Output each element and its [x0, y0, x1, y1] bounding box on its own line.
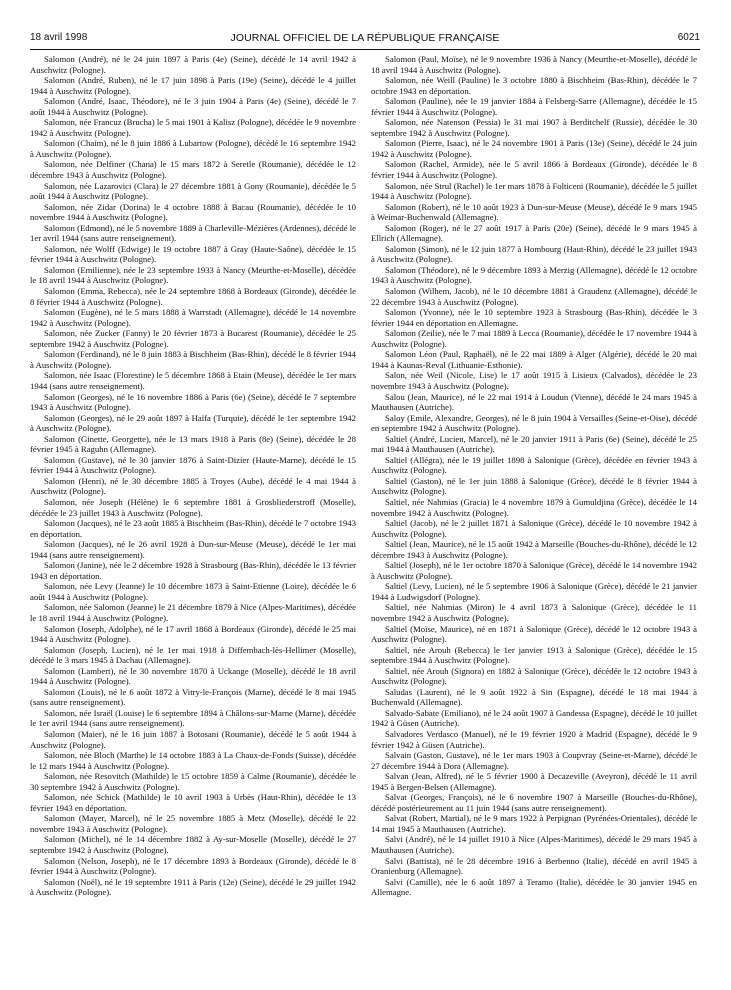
- death-record-entry: Salvi (Battista), né le 28 décembre 1916 à Berbenno (Italie), décédé en avril 1945 à Oranienburg (Allemagne).: [371, 855, 697, 877]
- right-column: [371, 54, 697, 898]
- death-record-entry: Saltiel (Jean, Maurice), né le 15 août 1942 à Marseille (Bouches-du-Rhône), décédé le 12 décembre 1943 à Auschwitz (Pologne).: [371, 539, 697, 560]
- header-date: 18 avril 1998: [30, 32, 88, 43]
- death-record-entry: Salomon (Ginette, Georgette), née le 13 mars 1918 à Paris (8e) (Seine), décédée le 28 février 1945 à Raguhn (Allemagne).: [30, 433, 356, 455]
- death-record-entry: Salvi (Camille), née le 6 août 1897 à Teramo (Italie), décédée le 30 janvier 1945 en Allemagne.: [371, 876, 697, 898]
- death-record-entry: Salomon, née Wolff (Edwige) le 19 octobre 1887 à Gray (Haute-Saône), décédée le 15 février 1944 à Auschwitz (Pologne).: [30, 243, 356, 265]
- death-record-entry: Salomon (Emma, Rebecca), née le 24 septembre 1868 à Bordeaux (Gironde), décédée le 8 février 1944 à Auschwitz (Pologne).: [30, 286, 356, 307]
- death-record-entry: Salomon (Eugène), né le 5 mars 1888 à Warrstadt (Allemagne), décédé le 14 novembre 1942 à Auschwitz (Pologne).: [30, 307, 356, 328]
- death-record-entry: Salomon (Yvonne), née le 10 septembre 1923 à Strasbourg (Bas-Rhin), décédée le 3 février 1944 en déportation en Allemagne.: [371, 307, 697, 328]
- page-number: 6021: [677, 32, 700, 43]
- death-record-entry: Saltiel, née Nahmias (Gracia) le 4 novembre 1879 à Gumuldjina (Grèce), décédée le 14 novembre 1942 à Auschwitz (Pologne).: [371, 496, 697, 518]
- death-record-entry: Salomon, née Resovitch (Mathilde) le 15 octobre 1859 à Calme (Roumanie), décédée le 30 septembre 1942 à Auschwitz (Pologne).: [30, 771, 356, 792]
- death-record-entry: Salomon, née Strul (Rachel) le 1er mars 1878 à Folticeni (Roumanie), décédée le 5 juillet 1944 à Auschwitz (Pologne).: [371, 180, 697, 202]
- death-record-entry: Salomon, née Weill (Pauline) le 3 octobre 1880 à Bischheim (Bas-Rhin), décédée le 7 octobre 1943 en déportation.: [371, 75, 697, 96]
- death-record-entry: Salomon, née Francuz (Brucha) le 5 mai 1901 à Kalisz (Pologne), décédée le 9 novembre 1942 à Auschwitz (Pologne).: [30, 117, 356, 138]
- death-record-entry: Salomon (André), né le 24 juin 1897 à Paris (4e) (Seine), décédé le 14 avril 1942 à Auschwitz (Pologne).: [30, 54, 356, 75]
- death-record-entry: Salomon (Wilhem, Jacob), né le 10 décembre 1881 à Graudenz (Allemagne), décédé le 22 décembre 1943 à Auschwitz (Pologne).: [371, 286, 697, 307]
- death-record-entry: Salomon, née Schick (Mathilde) le 10 avril 1903 à Urbès (Haut-Rhin), décédée le 13 février 1943 en déportation.: [30, 792, 356, 813]
- death-record-entry: Salomon (Pierre, Isaac), né le 24 novembre 1901 à Paris (13e) (Seine), décédé le 24 juin 1942 à Auschwitz (Pologne).: [371, 138, 697, 159]
- death-record-entry: Saltiel (Moïse, Maurice), né en 1871 à Salonique (Grèce), décédé le 12 octobre 1943 à Auschwitz (Pologne).: [371, 623, 697, 645]
- death-record-entry: Salomon, née Zidar (Dorina) le 4 octobre 1888 à Bacau (Roumanie), décédée le 10 novembre 1944 à Auschwitz (Pologne).: [30, 201, 356, 223]
- death-record-entry: Salomon (Nelson, Joseph), né le 17 décembre 1893 à Bordeaux (Gironde), décédé le 8 février 1944 à Auschwitz (Pologne).: [30, 855, 356, 877]
- death-record-entry: Salvat (Robert, Martial), né le 9 mars 1922 à Perpignan (Pyrénées-Orientales), décédé le 14 mai 1945 à Mauthausen (Autriche).: [371, 813, 697, 834]
- death-record-entry: Salomon (Robert), né le 10 août 1923 à Dun-sur-Meuse (Meuse), décédé le 9 mars 1945 à Weimar-Buchenwald (Allemagne).: [371, 201, 697, 223]
- death-record-entry: Salomon (Michel), né le 14 décembre 1882 à Ay-sur-Moselle (Moselle), décédé le 27 septembre 1942 à Auschwitz (Pologne).: [30, 834, 356, 856]
- death-record-entry: Salomon (Louis), né le 6 août 1872 à Vitry-le-François (Marne), décédé le 8 mai 1945 (sans autre renseignement).: [30, 686, 356, 708]
- death-record-entry: Salomon, née Lazarovici (Clara) le 27 décembre 1881 à Gony (Roumanie), décédée le 5 août 1944 à Auschwitz (Pologne).: [30, 180, 356, 202]
- left-column: [30, 54, 356, 898]
- death-record-entry: Salomon (Mayer, Marcel), né le 25 novembre 1885 à Metz (Moselle), décédé le 22 novembre 1943 à Auschwitz (Pologne).: [30, 813, 356, 834]
- death-record-entry: Salomon (Rachel, Armide), née le 5 avril 1866 à Bordeaux (Gironde), décédée le 8 février 1944 à Auschwitz (Pologne).: [371, 159, 697, 181]
- death-record-entry: Salomon, née Zucker (Fanny) le 20 février 1873 à Bucarest (Roumanie), décédée le 25 septembre 1942 à Auschwitz (Pologne).: [30, 328, 356, 349]
- death-record-entry: Saltiel, née Arouh (Signora) en 1882 à Salonique (Grèce), décédée le 12 octobre 1943 à Auschwitz (Pologne).: [371, 665, 697, 687]
- page-header: [30, 30, 700, 46]
- death-record-entry: Salvado-Sabate (Emiliano), né le 24 août 1907 à Gandessa (Espagne), décédé le 10 juillet 1942 à Güsen (Autriche).: [371, 707, 697, 729]
- death-record-entry: Salomon (Emilienne), née le 23 septembre 1933 à Nancy (Meurthe-et-Moselle), décédée le 18 avril 1944 à Auschwitz (Pologne).: [30, 264, 356, 286]
- death-record-entry: Salomon, née Bloch (Marthe) le 14 octobre 1883 à La Chaux-de-Fonds (Suisse), décédée le 12 mars 1944 à Auschwitz (Pologne).: [30, 750, 356, 771]
- death-record-entry: Salomon (Jacques), né le 23 août 1885 à Bischheim (Bas-Rhin), décédé le 7 octobre 1943 en déportation.: [30, 518, 356, 539]
- death-record-entry: Saltiel (Levy, Lucien), né le 5 septembre 1906 à Salonique (Grèce), décédé le 21 janvier 1944 à Ludwigsdorf (Pologne).: [371, 581, 697, 602]
- death-record-entry: Salomon (Ferdinand), né le 8 juin 1883 à Bischheim (Bas-Rhin), décédé le 8 février 1944 à Auschwitz (Pologne).: [30, 349, 356, 370]
- death-record-entry: Salomon, née Isaac (Florestine) le 5 décembre 1868 à Etain (Meuse), décédée le 1er mars 1944 (sans autre renseignement).: [30, 370, 356, 391]
- death-record-entry: Salomon (Gustave), né le 30 janvier 1876 à Saint-Dizier (Haute-Marne), décédé le 15 février 1944 à Auschwitz (Pologne).: [30, 454, 356, 476]
- death-record-entry: Salomon (Jacques), né le 26 avril 1928 à Dun-sur-Meuse (Meuse), décédé le 1er mai 1944 (sans autre renseignement).: [30, 539, 356, 560]
- death-record-entry: Salomon (Théodore), né le 9 décembre 1893 à Merzig (Allemagne), décédé le 12 octobre 1943 à Auschwitz (Pologne).: [371, 264, 697, 286]
- death-record-entry: Salvat (Georges, François), né le 6 novembre 1907 à Marseille (Bouches-du-Rhône), décédé postérieurement au 11 juin 1944 (sans autre renseignement).: [371, 792, 697, 813]
- death-record-entry: Salomon (Georges), né le 29 août 1897 à Haïfa (Turquie), décédé le 1er septembre 1942 à Auschwitz (Pologne).: [30, 412, 356, 434]
- death-record-entry: Salomon (André, Ruben), né le 17 juin 1898 à Paris (19e) (Seine), décédé le 4 juillet 1944 à Auschwitz (Pologne).: [30, 75, 356, 96]
- death-record-entry: Salvadores Verdasco (Manuel), né le 19 février 1920 à Madrid (Espagne), décédé le 9 février 1942 à Güsen (Autriche).: [371, 729, 697, 750]
- death-record-entry: Saltiel, née Arouh (Rebecca) le 1er janvier 1913 à Salonique (Grèce), décédée le 15 septembre 1944 à Auschwitz (Pologne).: [371, 644, 697, 666]
- death-record-entry: Saltiel, née Nahmias (Miron) le 4 avril 1873 à Salonique (Grèce), décédée le 11 novembre 1942 à Auschwitz (Pologne).: [371, 602, 697, 623]
- death-record-entry: Salomon (Paul, Moïse), né le 9 novembre 1936 à Nancy (Meurthe-et-Moselle), décédé le 18 avril 1944 à Auschwitz (Pologne).: [371, 54, 697, 75]
- death-record-entry: Salomon, née Joseph (Hélène) le 6 septembre 1881 à Grosbliederstroff (Moselle), décédée le 23 juillet 1943 à Auschwitz (Pologne).: [30, 496, 356, 518]
- death-record-entry: Salou (Jean, Maurice), né le 22 mai 1914 à Loudun (Vienne), décédé le 24 mars 1945 à Mauthausen (Autriche).: [371, 391, 697, 413]
- death-record-entry: Salomon (Zeilie), née le 7 mai 1889 à Lecca (Roumanie), décédée le 17 novembre 1944 à Auschwitz (Pologne).: [371, 328, 697, 349]
- death-record-entry: Salomon (Janine), née le 2 décembre 1928 à Strasbourg (Bas-Rhin), décédée le 13 février 1943 en déportation.: [30, 560, 356, 581]
- death-record-entry: Salomon (Lambert), né le 30 novembre 1870 à Uckange (Moselle), décédé le 18 avril 1944 à Auschwitz (Pologne).: [30, 665, 356, 687]
- death-record-entry: Saludas (Laurent), né le 9 août 1922 à Sin (Espagne), décédé le 18 mai 1944 à Buchenwald (Allemagne).: [371, 686, 697, 708]
- death-record-entry: Salomon (Maier), né le 16 juin 1887 à Botosani (Roumanie), décédé le 5 août 1944 à Auschwitz (Pologne).: [30, 729, 356, 750]
- death-record-entry: Salomon, née Salomon (Jeanne) le 21 décembre 1879 à Nice (Alpes-Maritimes), décédée le 18 avril 1944 à Auschwitz (Pologne).: [30, 602, 356, 623]
- death-record-entry: Salomon (Roger), né le 27 août 1917 à Paris (20e) (Seine), décédé le 9 mars 1945 à Ellrich (Allemagne).: [371, 222, 697, 244]
- death-record-entry: Saltiel (Gaston), né le 1er juin 1888 à Salonique (Grèce), décédé le 8 février 1944 à Auschwitz (Pologne).: [371, 475, 697, 497]
- death-record-entry: Salomon (André, Isaac, Théodore), né le 3 juin 1904 à Paris (4e) (Seine), décédé le 7 août 1944 à Auschwitz (Pologne).: [30, 96, 356, 117]
- header-rule: [30, 49, 700, 50]
- death-record-entry: Salomon (Chaim), né le 8 juin 1886 à Lubartow (Pologne), décédé le 16 septembre 1942 à Auschwitz (Pologne).: [30, 138, 356, 159]
- death-record-entry: Saltiel (Joseph), né le 1er octobre 1870 à Salonique (Grèce), décédé le 14 novembre 1942 à Auschwitz (Pologne).: [371, 560, 697, 581]
- death-record-entry: Saltiel (André, Lucien, Marcel), né le 20 janvier 1911 à Paris (6e) (Seine), décédé le 25 mai 1944 à Mauthausen (Autriche).: [371, 433, 697, 455]
- death-record-entry: Salomon, née Natenson (Pessia) le 31 mai 1907 à Berditchelf (Russie), décédée le 30 septembre 1942 à Auschwitz (Pologne).: [371, 117, 697, 138]
- death-record-entry: Salvain (Gaston, Gustave), né le 1er mars 1903 à Coupvray (Seine-et-Marne), décédé le 27 décembre 1944 à Dora (Allemagne).: [371, 750, 697, 771]
- death-record-entry: Saltiel (Allégra), née le 19 juillet 1898 à Salonique (Grèce), décédée en février 1943 à Auschwitz (Pologne).: [371, 454, 697, 476]
- death-record-entry: Salomon (Joseph, Lucien), né le 1er mai 1918 à Diffembach-lès-Hellimer (Moselle), décédé le 3 mars 1945 à Dachau (Allemagne).: [30, 644, 356, 666]
- death-record-entry: Salomon (Henri), né le 30 décembre 1885 à Troyes (Aube), décédé le 4 mai 1944 à Auschwitz (Pologne).: [30, 475, 356, 497]
- death-record-entry: Salomon (Pauline), née le 19 janvier 1884 à Felsberg-Sarre (Allemagne), décédée le 15 février 1944 à Auschwitz (Pologne).: [371, 96, 697, 117]
- death-record-entry: Salon, née Weil (Nicole, Lise) le 17 août 1915 à Lisieux (Calvados), décédée le 23 novembre 1943 à Auschwitz (Pologne).: [371, 370, 697, 391]
- death-record-entry: Salomon (Joseph, Adolphe), né le 17 avril 1868 à Bordeaux (Gironde), décédé le 25 mai 1944 à Auschwitz (Pologne).: [30, 623, 356, 645]
- death-record-entry: Salomon, née Levy (Jeanne) le 10 décembre 1873 à Saint-Etienne (Loire), décédée le 6 août 1944 à Auschwitz (Pologne).: [30, 581, 356, 602]
- death-record-entry: Salomon Léon (Paul, Raphaël), né le 22 mai 1889 à Alger (Algérie), décédé le 20 mai 1944 à Kaunas-Reval (Lithuanie-Esthonie).: [371, 349, 697, 370]
- death-record-entry: Salomon, née Delfiner (Chana) le 15 mars 1872 à Seretle (Roumanie), décédée le 12 décembre 1943 à Auschwitz (Pologne).: [30, 159, 356, 181]
- death-record-entry: Salomon, née Israël (Louise) le 6 septembre 1894 à Châlons-sur-Marne (Marne), décédée le 1er avril 1944 (sans autre renseignement).: [30, 707, 356, 729]
- death-record-entry: Saloy (Emile, Alexandre, Georges), né le 8 juin 1904 à Versailles (Seine-et-Oise), décédé en septembre 1942 à Auschwitz (Pologne).: [371, 412, 697, 434]
- death-record-entry: Salomon (Noël), né le 19 septembre 1911 à Paris (12e) (Seine), décédé le 29 juillet 1942 à Auschwitz (Pologne).: [30, 876, 356, 898]
- death-record-entry: Salvi (André), né le 14 juillet 1910 à Nice (Alpes-Maritimes), décédé le 29 mars 1945 à Mauthausen (Autriche).: [371, 834, 697, 856]
- journal-title: JOURNAL OFFICIEL DE LA RÉPUBLIQUE FRANÇAISE: [230, 32, 500, 44]
- death-record-entry: Saltiel (Jacob), né le 2 juillet 1871 à Salonique (Grèce), décédé le 10 novembre 1942 à Auschwitz (Pologne).: [371, 518, 697, 539]
- death-record-entry: Salomon (Edmond), né le 5 novembre 1889 à Charleville-Mézières (Ardennes), décédé le 1er avril 1944 (sans autre renseignement).: [30, 222, 356, 244]
- death-record-entry: Salomon (Georges), né le 16 novembre 1886 à Paris (6e) (Seine), décédé le 7 septembre 1943 à Auschwitz (Pologne).: [30, 391, 356, 413]
- death-record-entry: Salomon (Simon), né le 12 juin 1877 à Hombourg (Haut-Rhin), décédé le 23 juillet 1943 à Auschwitz (Pologne).: [371, 243, 697, 265]
- death-record-entry: Salvan (Jean, Alfred), né le 5 février 1900 à Decazeville (Aveyron), décédé le 11 avril 1945 à Bergen-Belsen (Allemagne).: [371, 771, 697, 792]
